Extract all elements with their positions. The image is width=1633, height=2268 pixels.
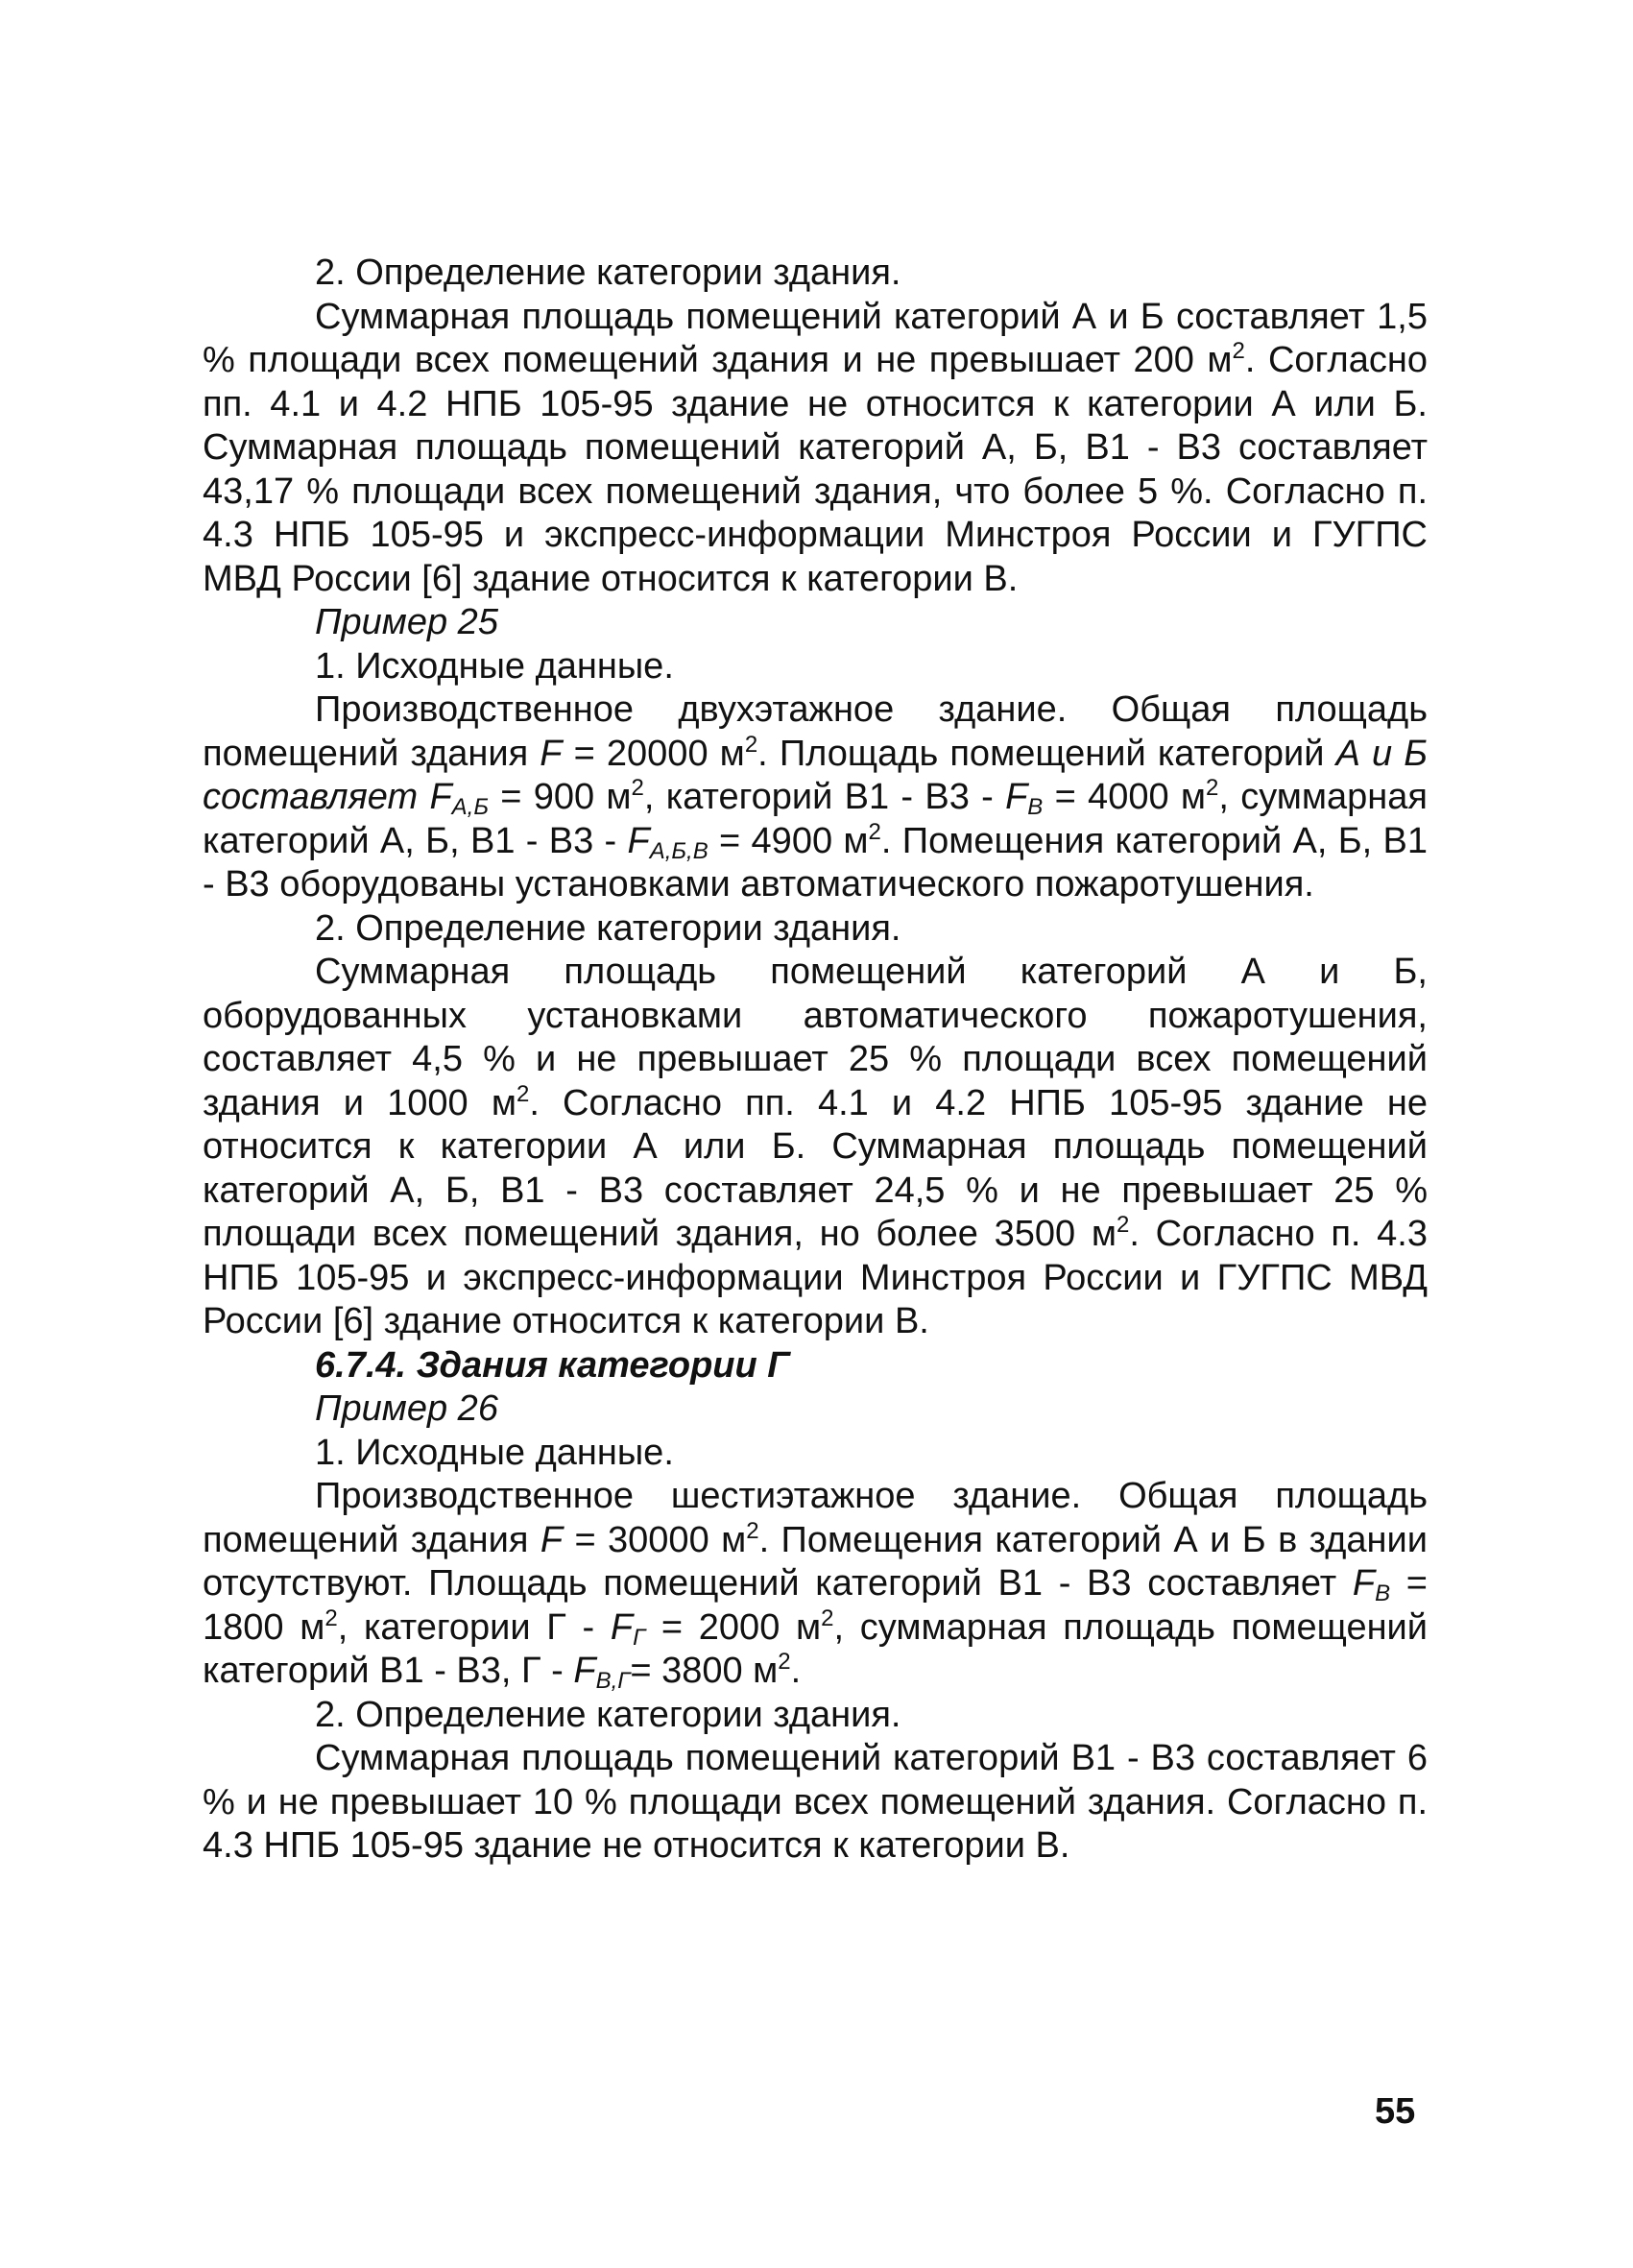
text: = 3800 м — [630, 1651, 779, 1691]
superscript: 2 — [868, 818, 881, 845]
page-body — [203, 252, 1428, 1869]
text: , суммарная площадь помещений категорий В1 - В3, Г - — [203, 1606, 1429, 1691]
text: . Согласно пп. 4.1 и 4.2 НПБ 105-95 здание не относится к категории А или Б. Суммарная площадь помещений категорий А, Б, В1 - В3 составляет 24,5 % и не превышает 25 % площади всех помещений здания, но более 3500 м — [203, 1082, 1428, 1254]
text: , категории Г - — [337, 1606, 611, 1648]
example-title: Пример 25 — [315, 602, 498, 642]
italic-text: А и Б составляет — [203, 733, 1429, 817]
superscript: 2 — [324, 1604, 338, 1631]
superscript: 2 — [1116, 1212, 1130, 1238]
superscript: 2 — [1206, 775, 1219, 801]
text: = 2000 м — [645, 1606, 822, 1648]
text: = 20000 м — [562, 733, 745, 774]
text: . Помещения категорий А, Б, В1 - В3 оборудованы установками автоматического пожаротушения. — [203, 820, 1428, 905]
formula-symbol: F — [573, 1651, 596, 1691]
text: = 4900 м — [708, 820, 869, 861]
formula-symbol: F — [429, 777, 452, 817]
subscript: В,Г — [595, 1668, 631, 1694]
formula-symbol: F — [540, 1519, 564, 1560]
subscript: А,Б,В — [649, 837, 708, 864]
superscript: 2 — [746, 1517, 759, 1544]
subscript: Г — [633, 1624, 646, 1651]
subsection-title: 6.7.4. Здания категории Г — [315, 1344, 790, 1386]
formula-symbol: F — [610, 1606, 634, 1648]
text: . Площадь помещений категорий — [757, 733, 1336, 774]
superscript: 2 — [631, 775, 644, 801]
paragraph: Суммарная площадь помещений категорий В1 - В3 составляет 6 % и не превышает 10 % площади всех помещений здания. Согласно п. 4.3 НПБ 105-95 здание не относится к категории В. — [203, 1738, 1428, 1866]
formula-symbol: F — [627, 820, 650, 861]
text: = 1800 м — [203, 1563, 1428, 1648]
section-heading: 2. Определение категории здания. — [315, 1694, 901, 1735]
text: = 30000 м — [563, 1519, 747, 1560]
superscript: 2 — [1232, 338, 1245, 364]
paragraph — [203, 1475, 1428, 1694]
subscript: В — [1375, 1580, 1391, 1606]
text: Производственное двухэтажное здание. Общая площадь помещений здания — [203, 689, 1428, 774]
paragraph — [203, 688, 1428, 907]
section-heading: 2. Определение категории здания. — [315, 253, 901, 293]
formula-symbol: F — [1005, 777, 1028, 817]
text: = 4000 м — [1043, 777, 1207, 817]
text: . Согласно п. 4.3 НПБ 105-95 и экспресс-информации Минстроя России и ГУГПС МВД России [6] здание относится к категории В. — [203, 1214, 1428, 1341]
text: . Согласно пп. 4.1 и 4.2 НПБ 105-95 здание не относится к категории А или Б. Суммарная площадь помещений категорий А, Б, В1 - В3 составляет 43,17 % площади всех помещений здания, что более 5 %. Согласно п. 4.3 НПБ 105-95 и экспресс-информации Минстроя России и ГУГПС МВД России [6] здание относится к категории В. — [203, 340, 1428, 599]
text: , суммарная категорий А, Б, В1 - В3 - — [203, 777, 1429, 861]
example-title: Пример 26 — [315, 1388, 498, 1429]
superscript: 2 — [516, 1080, 530, 1107]
text: Производственное шестиэтажное здание. Общая площадь помещений здания — [203, 1476, 1428, 1560]
superscript: 2 — [821, 1604, 834, 1631]
text: . Помещения категорий А и Б в здании отсутствуют. Площадь помещений категорий В1 - В3 составляет — [203, 1519, 1428, 1604]
superscript: 2 — [778, 1649, 791, 1675]
page-number: 55 — [1375, 2091, 1416, 2132]
subscript: А,Б — [451, 794, 489, 820]
text: Суммарная площадь помещений категорий А и Б составляет 1,5 % площади всех помещений здания и не превышает 200 м — [203, 296, 1428, 380]
text: Суммарная площадь помещений категорий А и Б, оборудованных установками автоматического пожаротушения, составляет 4,5 % и не превышает 25 % площади всех помещений здания и 1000 м — [203, 952, 1428, 1123]
formula-symbol: F — [1352, 1563, 1376, 1604]
section-heading: 1. Исходные данные. — [315, 1432, 674, 1473]
text: , категорий В1 - В3 - — [643, 777, 1006, 817]
subscript: В — [1027, 794, 1044, 820]
superscript: 2 — [744, 731, 758, 758]
paragraph — [203, 951, 1428, 1344]
section-heading: 2. Определение категории здания. — [315, 907, 901, 949]
formula-symbol: F — [540, 733, 563, 774]
paragraph — [203, 296, 1428, 602]
section-heading: 1. Исходные данные. — [315, 645, 674, 687]
text: . — [790, 1651, 802, 1691]
text: = 900 м — [488, 777, 632, 817]
